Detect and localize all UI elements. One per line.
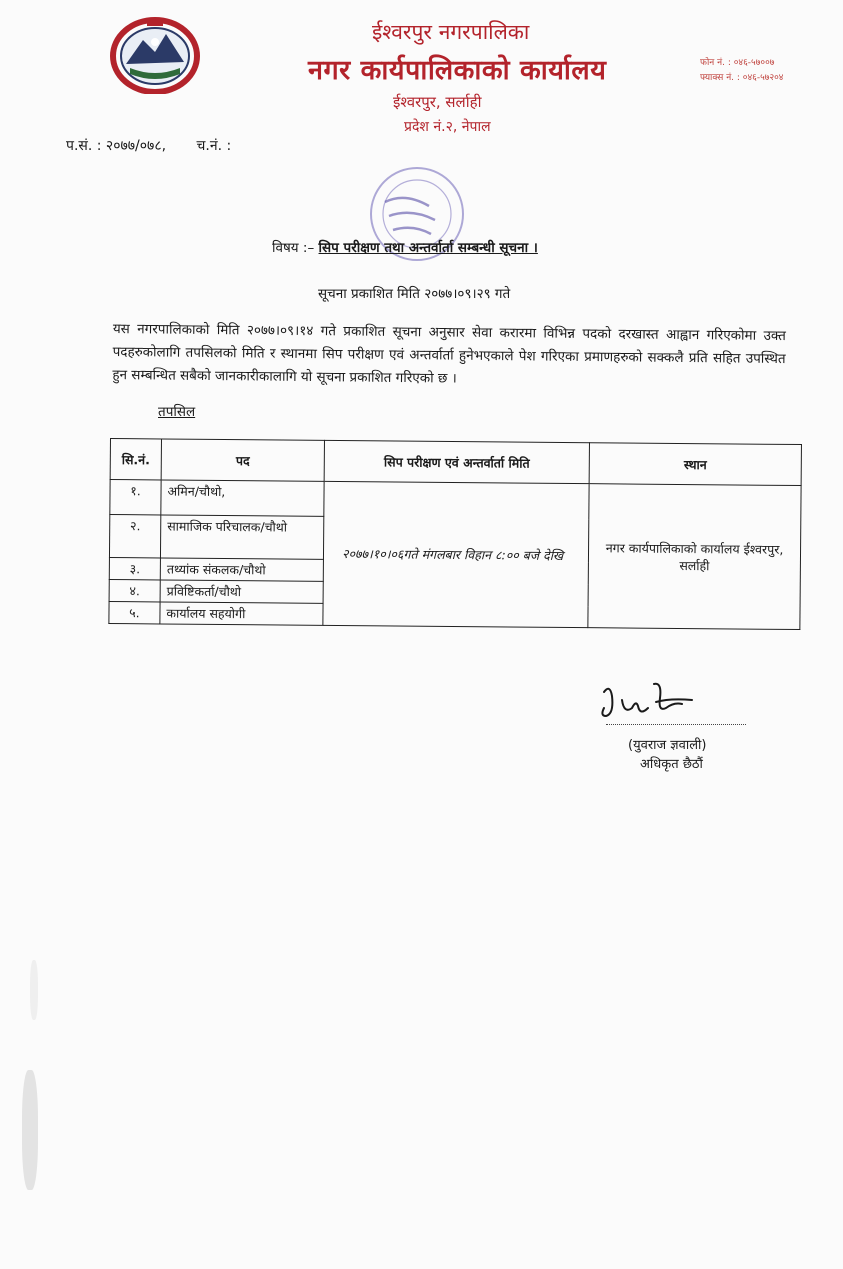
phone-number: फोन नं. : ०४६-५७००७ (700, 58, 775, 68)
interview-date: २०७७।१०।०६गते मंगलबार विहान ८:०० बजे देखि (323, 481, 589, 627)
row-sn: २. (109, 515, 160, 558)
patra-sankhya: प.सं. : २०७७/०७८, (66, 138, 167, 154)
header-post: पद (161, 439, 324, 481)
publish-date: सूचना प्रकाशित मिति २०७७।०९।२९ गते (318, 286, 511, 302)
nepal-emblem-icon (108, 12, 203, 94)
row-post: तथ्यांक संकलक/चौथो (160, 558, 323, 581)
office-name: नगर कार्यपालिकाको कार्यालय (308, 55, 607, 86)
table-row (110, 480, 801, 521)
office-province: प्रदेश नं.२, नेपाल (404, 119, 491, 135)
signer-name: (युवराज ज्ञवाली) (628, 738, 707, 753)
contact-block (700, 56, 784, 86)
chalani-number: च.नं. : (196, 138, 232, 154)
interview-place: नगर कार्यपालिकाको कार्यालय ईश्वरपुर, सर्लाही (588, 484, 801, 630)
notice-body: यस नगरपालिकाको मिति २०७७।०९।१४ गते प्रकाशित सूचना अनुसार सेवा करारमा विभिन्न पदको दरखास्त आह्वान गरिएकोमा उक्त पदहरुकोलागि तपसिलको मिति र स्थानमा सिप परीक्षण एवं अन्तर्वार्ता हुनेभएकाले पेश गरिएका प्रमाणहरुको सक्कलै प्रति सहित उपस्थित हुन सम्बन्धित सबैको जानकारीकालागि यो सूचना प्रकाशित गरिएको छ । (112, 320, 786, 387)
row-sn: ३. (109, 557, 160, 579)
signer-title: अधिकृत छैठौं (640, 757, 703, 772)
office-address: ईश्वरपुर, सर्लाही (393, 93, 482, 111)
row-sn: ४. (109, 579, 160, 601)
header-sn: सि.नं. (110, 439, 161, 480)
scan-smudge (30, 960, 38, 1020)
header-place: स्थान (589, 443, 801, 486)
scan-smudge (22, 1070, 38, 1190)
schedule-table (108, 438, 802, 630)
fax-number: फ्याक्स नं. : ०४६-५७२०४ (700, 73, 784, 83)
row-sn: ५. (109, 601, 160, 623)
row-post: प्रविष्टिकर्ता/चौथो (160, 580, 323, 603)
row-sn: १. (110, 480, 161, 515)
subject-text: सिप परीक्षण तथा अन्तर्वार्ता सम्बन्धी सूचना । (318, 240, 538, 256)
municipality-name: ईश्वरपुर नगरपालिका (372, 20, 530, 44)
row-post: अमिन/चौथो, (161, 480, 324, 516)
reference-line (66, 136, 257, 155)
header-date: सिप परीक्षण एवं अन्तर्वार्ता मिति (324, 440, 589, 483)
row-post: सामाजिक परिचालक/चौथो (160, 515, 323, 559)
handwritten-signature-icon (596, 678, 706, 726)
row-post: कार्यालय सहयोगी (160, 602, 323, 625)
subject-label: विषय :– (272, 240, 315, 256)
table-header-row (110, 439, 801, 486)
subject-line (272, 238, 538, 256)
signature-line (606, 724, 746, 725)
tapsil-heading: तपसिल (158, 404, 196, 420)
